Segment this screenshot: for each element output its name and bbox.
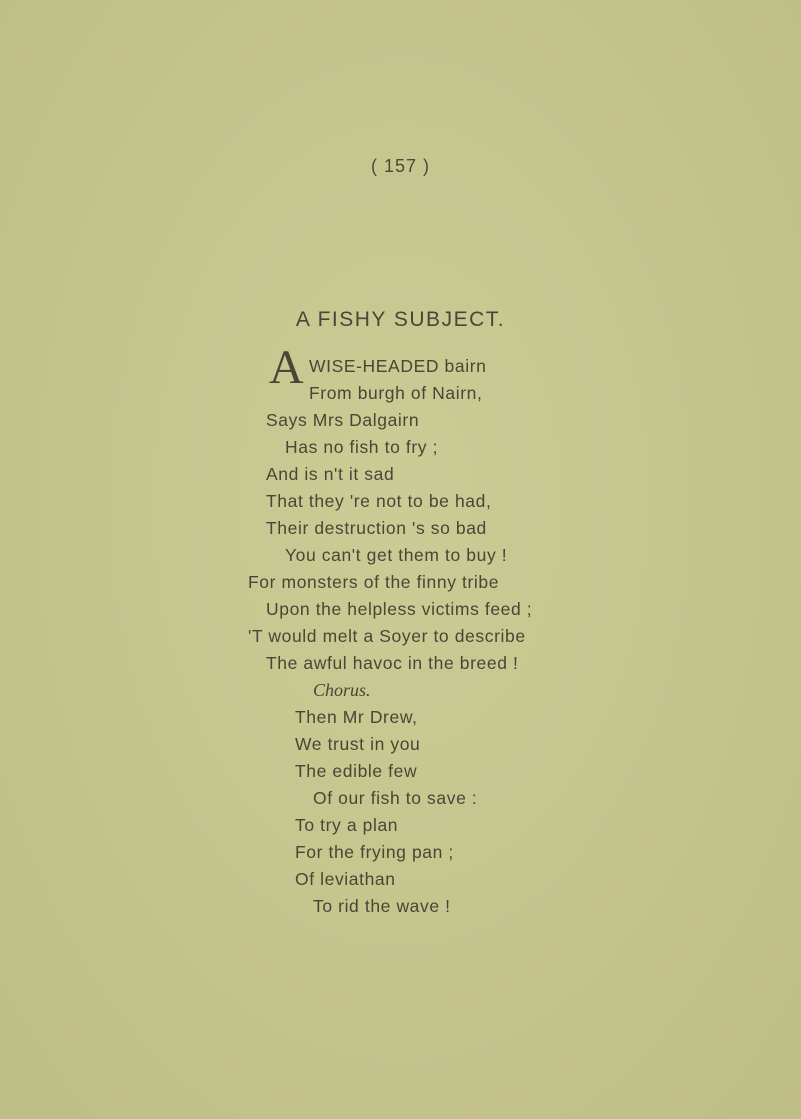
poem-title: A FISHY SUBJECT. (295, 308, 506, 331)
chorus-line: We trust in you (295, 734, 421, 754)
chorus-line: Of our fish to save : (313, 788, 478, 808)
stanza-line: Upon the helpless victims feed ; (266, 599, 533, 619)
stanza-line: The awful havoc in the breed ! (266, 653, 519, 673)
stanza-line: From burgh of Nairn, (309, 383, 483, 403)
chorus-line: The edible few (295, 761, 418, 781)
chorus-line: For the frying pan ; (295, 842, 454, 862)
stanza-line: You can't get them to buy ! (285, 545, 508, 565)
stanza-line: And is n't it sad (266, 464, 395, 484)
page-number: ( 157 ) (370, 156, 431, 176)
stanza-line: Says Mrs Dalgairn (266, 410, 420, 430)
chorus-line: Of leviathan (295, 869, 396, 889)
stanza-line: Their destruction 's so bad (266, 518, 487, 538)
stanza-line: Has no fish to fry ; (285, 437, 439, 457)
chorus-label: Chorus. (313, 680, 371, 700)
stanza-line: For monsters of the finny tribe (248, 572, 500, 592)
chorus-line: Then Mr Drew, (295, 707, 418, 727)
chorus-line: To rid the wave ! (313, 896, 451, 916)
stanza-line: WISE-HEADED bairn (309, 356, 487, 376)
chorus-line: To try a plan (295, 815, 399, 835)
stanza-line: 'T would melt a Soyer to describe (248, 626, 526, 646)
stanza-line: That they 're not to be had, (266, 491, 492, 511)
drop-cap: A (269, 341, 304, 394)
